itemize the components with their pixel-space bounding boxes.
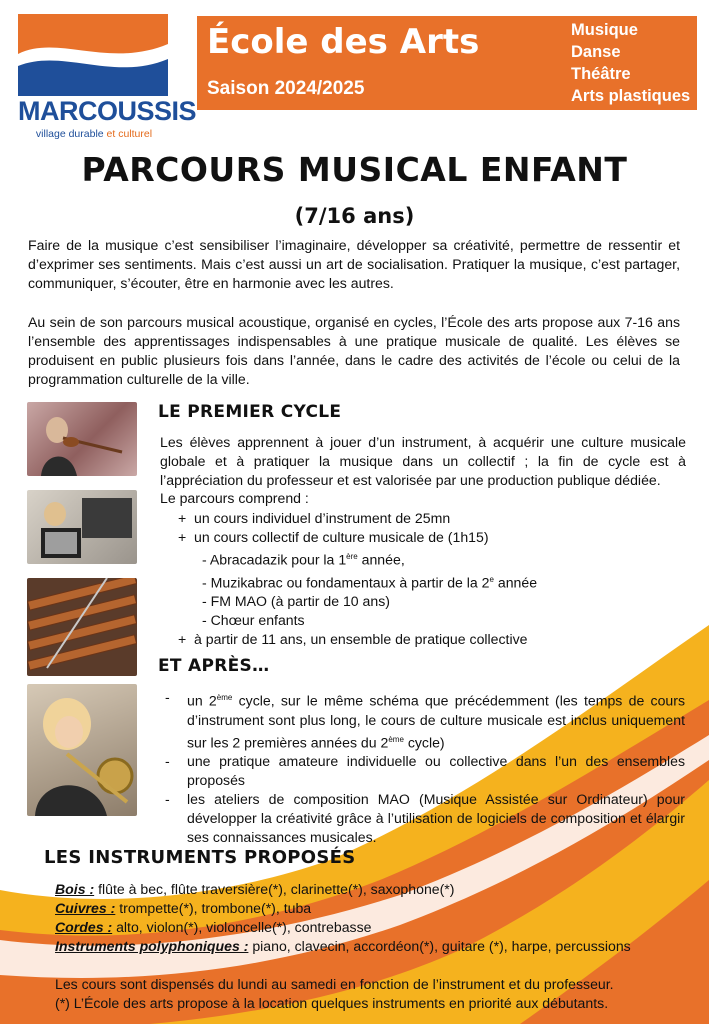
discipline-item: Théâtre (571, 65, 631, 83)
header-banner (197, 16, 697, 110)
logo-graphic (18, 14, 168, 96)
list-item: + un cours collectif de culture musicale de (1h15) (178, 529, 489, 545)
list-item: + à partir de 11 ans, un ensemble de pratique collective (178, 631, 528, 648)
instrument-row: Instruments polyphoniques : piano, clavecin, accordéon(*), guitare (*), harpe, percussions (55, 938, 631, 954)
instrument-row: Bois : flûte à bec, flûte traversière(*), clarinette(*), saxophone(*) (55, 881, 455, 897)
list-item: - un 2ème cycle, sur le même schéma que précédemment (les temps de cours d’instrument sont plus long, le cours de culture musicale est inclus uniquement sur les 2 premières années du 2ème cycle) (165, 689, 685, 751)
sub-item: - FM MAO (à partir de 10 ans) (202, 593, 390, 610)
section-heading-et-apres: ET APRÈS… (158, 656, 270, 676)
schedule-note: Les cours sont dispensés du lundi au samedi en fonction de l’instrument et du professeur. (55, 976, 614, 992)
premier-cycle-text: Les élèves apprennent à jouer d’un instrument, à acquérir une culture musicale globale et à pratiquer la musique dans un collectif ; la fin de cycle est à l’appréciation du professeur et est valorisée par une production publique dédiée. (160, 434, 686, 488)
season-label: Saison 2024/2025 (207, 78, 365, 99)
footer-notes (55, 975, 614, 1013)
marimba-photo (27, 578, 137, 676)
sub-item: - Muzikabrac ou fondamentaux à partir de la 2e année (202, 574, 538, 591)
instruments-list (55, 880, 685, 956)
intro-paragraph: Au sein de son parcours musical acoustique, organisé en cycles, l’École des arts propose aux 7-16 ans l’ensemble des apprentissages indispensables à une pratique musicale de qualité. Les élèves se produisent en public plusieurs fois dans l’année, dans le cadre des activités de l’école ou celui de la programmation culturelle de la ville. (28, 314, 680, 387)
section-heading-premier-cycle: LE PREMIER CYCLE (158, 402, 342, 422)
section-heading-instruments: LES INSTRUMENTS PROPOSÉS (44, 847, 356, 868)
logo (18, 14, 197, 140)
intro-paragraph: Faire de la musique c’est sensibiliser l’imaginaire, développer sa créativité, permettre de ressentir et d’exprimer ses sentiments. Mais c’est aussi un art de socialisation. Pratiquer la musique, c’est partager, communiquer, s’écouter, être en harmonie avec les autres. (28, 237, 680, 291)
list-item: + un cours individuel d’instrument de 25mn (178, 510, 451, 526)
sub-item: - Chœur enfants (202, 612, 305, 629)
accordion-photo (27, 490, 137, 564)
age-range: (7/16 ans) (294, 204, 415, 228)
rental-note: (*) L’École des arts propose à la location quelques instruments en priorité aux débutants. (55, 995, 609, 1011)
instrument-row: Cuivres : trompette(*), trombone(*), tuba (55, 900, 312, 916)
instrument-row: Cordes : alto, violon(*), violoncelle(*), contrebasse (55, 919, 372, 935)
discipline-item: Musique (571, 21, 638, 39)
trombone-photo (27, 684, 137, 816)
disciplines-list (571, 19, 690, 107)
list-item: - les ateliers de composition MAO (Musique Assistée sur Ordinateur) pour développer la créativité grâce à l’utilisation de logiciels de composition et élargir ses connaissances musicales. (165, 791, 685, 846)
parcours-label: Le parcours comprend : (160, 490, 309, 506)
apres-list (165, 688, 685, 847)
violin-photo (27, 402, 137, 476)
discipline-item: Danse (571, 43, 621, 61)
school-title: École des Arts (207, 22, 480, 62)
list-item: - une pratique amateure individuelle ou collective dans l’un des ensembles proposés (165, 753, 685, 789)
logo-tagline: village durable et culturel (35, 128, 153, 140)
parcours-list (178, 509, 537, 649)
discipline-item: Arts plastiques (571, 87, 691, 105)
main-title: PARCOURS MUSICAL ENFANT (81, 150, 628, 189)
logo-name: MARCOUSSIS (18, 96, 197, 126)
sub-item: - Abracadazik pour la 1ère année, (202, 551, 405, 568)
